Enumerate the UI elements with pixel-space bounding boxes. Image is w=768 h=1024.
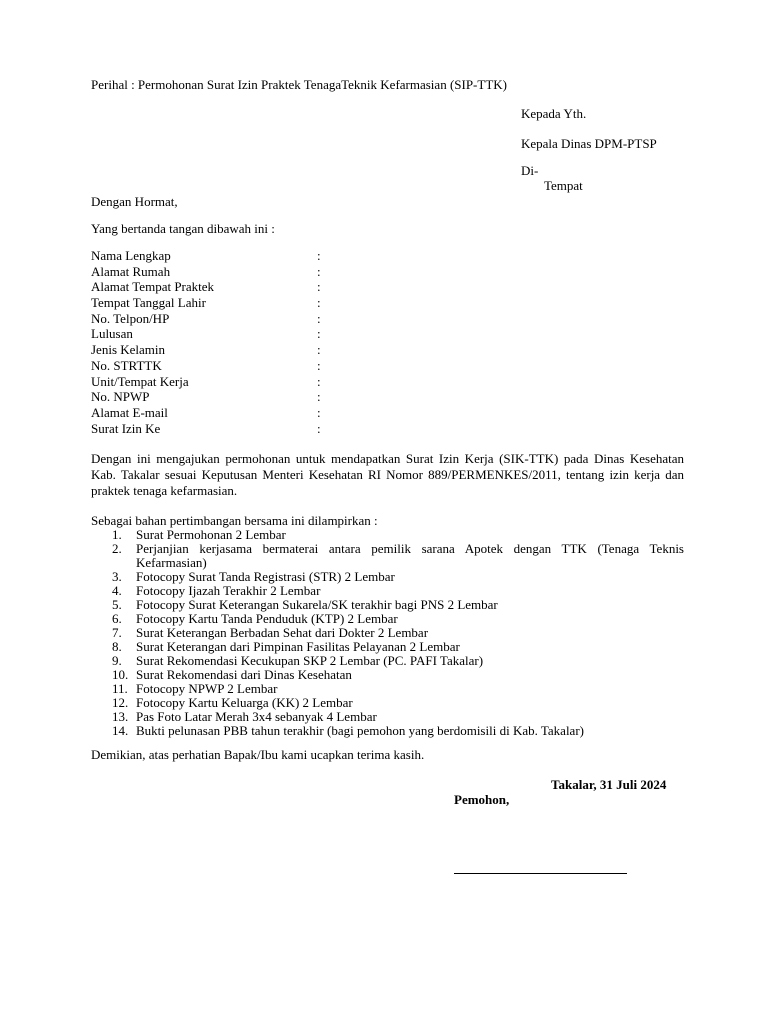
list-item-text: Surat Rekomendasi Kecukupan SKP 2 Lembar (PC. PAFI Takalar): [136, 653, 484, 668]
greeting: Dengan Hormat,: [91, 194, 178, 209]
recipient-office: Kepala Dinas DPM-PTSP: [521, 136, 657, 151]
field-colon: :: [317, 357, 321, 373]
field-label-nama: Nama Lengkap: [91, 248, 171, 263]
field-colon: :: [317, 389, 321, 405]
field-row: [91, 248, 391, 264]
list-item-number: 7.: [112, 625, 122, 640]
field-row: [91, 279, 391, 295]
list-item-text: Surat Permohonan 2 Lembar: [136, 527, 286, 542]
list-item-text: Fotocopy Kartu Keluarga (KK) 2 Lembar: [136, 695, 353, 710]
field-colon: :: [317, 310, 321, 326]
field-colon: :: [317, 373, 321, 389]
signer-label: Pemohon,: [454, 792, 510, 807]
field-row: [91, 295, 391, 311]
field-row: [91, 405, 391, 421]
field-label-alamat-praktek: Alamat Tempat Praktek: [91, 279, 215, 295]
field-label-alamat-rumah: Alamat Rumah: [91, 263, 171, 279]
list-item-text: Surat Rekomendasi dari Dinas Kesehatan: [136, 667, 352, 682]
recipient-salutation: Kepada Yth.: [521, 106, 587, 121]
body-paragraph: Dengan ini mengajukan permohonan untuk mendapatkan Surat Izin Kerja (SIK-TTK) pada Dinas Kesehatan Kab. Takalar sesuai Keputusan Menteri Kesehatan RI Nomor 889/PERMENKES/2011, tentang izin kerja dan praktek tenaga kefarmasian.: [91, 451, 684, 498]
field-label-jenis-kelamin: Jenis Kelamin: [91, 342, 166, 358]
list-item-number: 12.: [112, 695, 129, 710]
list-item: [91, 724, 684, 738]
list-item-number: 9.: [112, 653, 122, 668]
list-item: [91, 528, 684, 542]
list-item-text: Pas Foto Latar Merah 3x4 sebanyak 4 Lembar: [136, 709, 377, 724]
list-item: [91, 682, 684, 696]
field-label-npwp: No. NPWP: [91, 389, 150, 405]
field-colon: :: [317, 420, 321, 436]
list-item: [91, 598, 684, 612]
recipient-di: Di-: [521, 163, 539, 178]
list-item-text: Fotocopy Ijazah Terakhir 2 Lembar: [136, 583, 321, 598]
field-label-telpon: No. Telpon/HP: [91, 310, 170, 326]
list-item-text: Surat Keterangan dari Pimpinan Fasilitas Pelayanan 2 Lembar: [136, 639, 460, 654]
list-item-number: 11.: [112, 681, 128, 696]
list-item: [91, 584, 684, 598]
letter-subject: Perihal : Permohonan Surat Izin Praktek TenagaTeknik Kefarmasian (SIP-TTK): [91, 77, 507, 92]
field-row: [91, 326, 391, 342]
field-colon: :: [317, 279, 321, 295]
recipient-place: Tempat: [544, 178, 583, 193]
list-item-number: 3.: [112, 569, 122, 584]
closing-line: Demikian, atas perhatian Bapak/Ibu kami ucapkan terima kasih.: [91, 747, 425, 762]
field-colon: :: [317, 263, 321, 279]
list-item: [91, 668, 684, 682]
field-label-lulusan: Lulusan: [91, 326, 133, 342]
field-row: [91, 421, 391, 437]
list-item: [91, 626, 684, 640]
list-item-number: 10.: [112, 667, 129, 682]
field-row: [91, 264, 391, 280]
list-item-number: 13.: [112, 709, 129, 724]
field-colon: :: [317, 248, 321, 263]
field-label-surat-izin-ke: Surat Izin Ke: [91, 420, 161, 436]
list-item-text: Fotocopy Surat Keterangan Sukarela/SK terakhir bagi PNS 2 Lembar: [136, 597, 498, 612]
field-label-email: Alamat E-mail: [91, 404, 168, 420]
list-item-text: Fotocopy Kartu Tanda Penduduk (KTP) 2 Lembar: [136, 611, 398, 626]
field-row: [91, 311, 391, 327]
list-item-number: 5.: [112, 597, 122, 612]
list-item-number: 8.: [112, 639, 122, 654]
list-item-number: 6.: [112, 611, 122, 626]
field-row: [91, 342, 391, 358]
list-item: [91, 612, 684, 626]
field-colon: :: [317, 295, 321, 311]
applicant-fields: [91, 248, 391, 436]
field-row: [91, 389, 391, 405]
list-item-text: Bukti pelunasan PBB tahun terakhir (bagi pemohon yang berdomisili di Kab. Takalar): [136, 723, 584, 738]
field-label-ttl: Tempat Tanggal Lahir: [91, 295, 206, 311]
field-label-unit-kerja: Unit/Tempat Kerja: [91, 373, 189, 389]
place-date: Takalar, 31 Juli 2024: [551, 777, 667, 792]
field-row: [91, 358, 391, 374]
field-colon: :: [317, 404, 321, 420]
list-item: [91, 640, 684, 654]
list-item-number: 2.: [112, 541, 122, 556]
field-colon: :: [317, 342, 321, 358]
attachments-intro: Sebagai bahan pertimbangan bersama ini dilampirkan :: [91, 513, 378, 528]
list-item-number: 1.: [112, 527, 122, 542]
attachments-list: [91, 528, 684, 738]
intro-line: Yang bertanda tangan dibawah ini :: [91, 221, 275, 236]
list-item-number: 4.: [112, 583, 122, 598]
list-item-text: Surat Keterangan Berbadan Sehat dari Dokter 2 Lembar: [136, 625, 429, 640]
list-item-text: Perjanjian kerjasama bermaterai antara pemilik sarana Apotek dengan TTK (Tenaga Teknis Kefarmasian): [136, 541, 684, 570]
list-item: [91, 654, 684, 668]
signature-line: [454, 873, 627, 874]
field-row: [91, 374, 391, 390]
list-item: [91, 696, 684, 710]
list-item-text: Fotocopy NPWP 2 Lembar: [136, 681, 278, 696]
field-label-strttk: No. STRTTK: [91, 357, 162, 373]
list-item-number: 14.: [112, 723, 129, 738]
list-item: [91, 570, 684, 584]
list-item: [91, 542, 684, 570]
field-colon: :: [317, 326, 321, 342]
list-item-text: Fotocopy Surat Tanda Registrasi (STR) 2 Lembar: [136, 569, 395, 584]
list-item: [91, 710, 684, 724]
